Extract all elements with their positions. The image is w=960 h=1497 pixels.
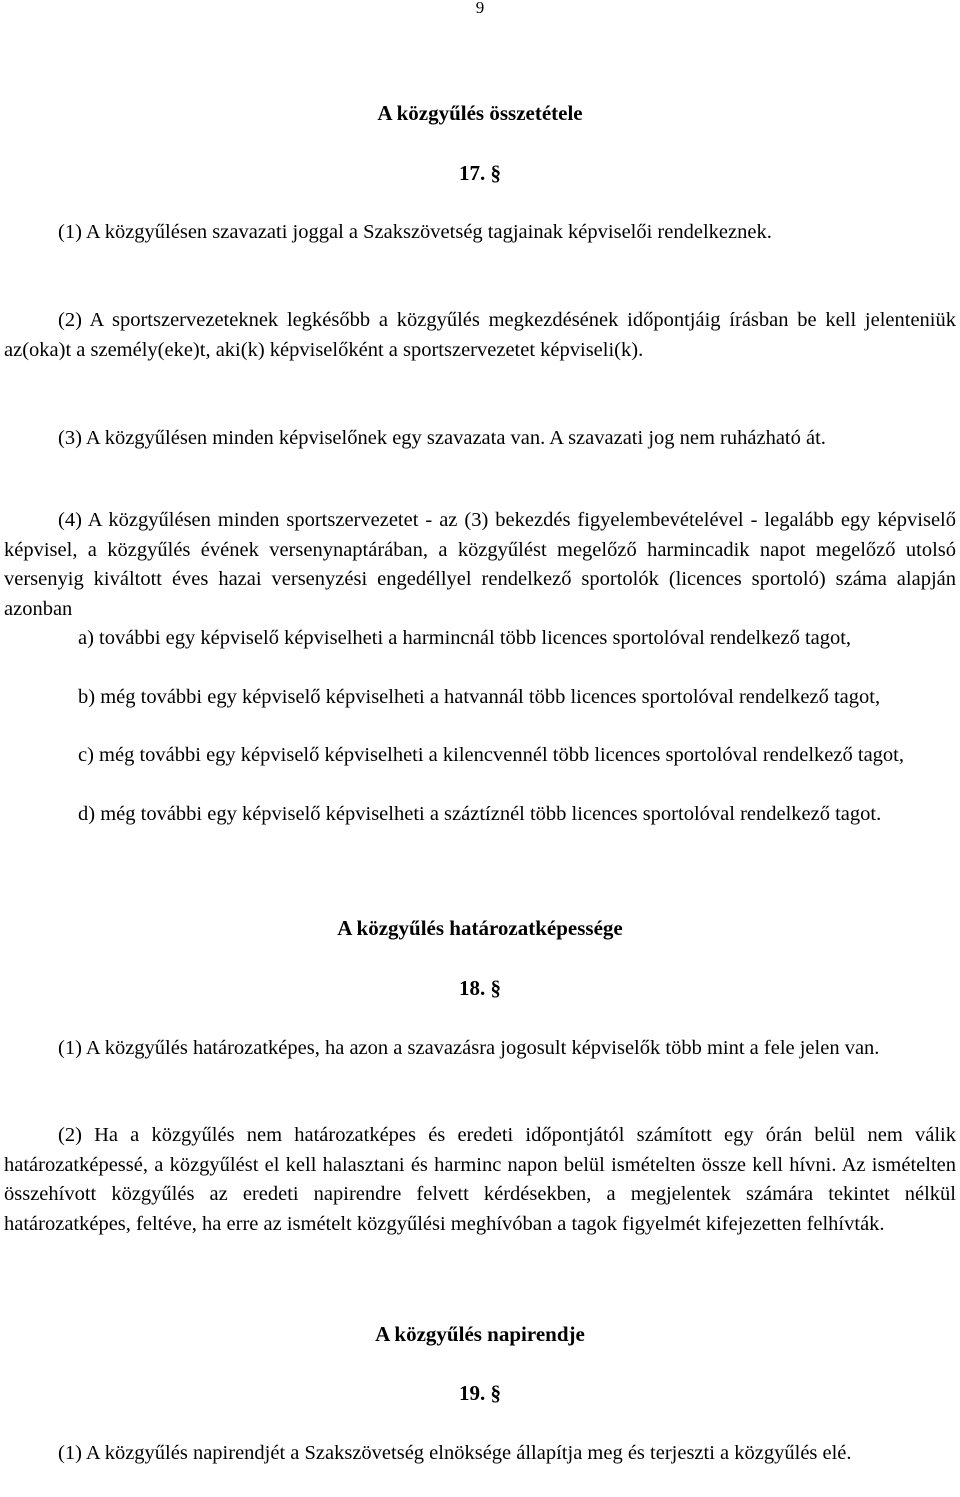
paragraph: (3) A közgyűlésen minden képviselőnek egy szavazata van. A szavazati jog nem ruházható át. [58, 427, 826, 449]
section-title: A közgyűlés napirendje [375, 1322, 585, 1346]
paragraph: (1) A közgyűlésen szavazati joggal a Szakszövetség tagjainak képviselői rendelkeznek. [58, 221, 772, 243]
section-title: A közgyűlés összetétele [377, 101, 583, 125]
section-number: 17. § [459, 161, 501, 185]
list-item: d) még további egy képviselő képviselheti a száztíznél több licences sportolóval rendelkező tagot. [78, 803, 882, 825]
list-item: a) további egy képviselő képviselheti a harmincnál több licences sportolóval rendelkező tagot, [78, 627, 852, 649]
list-item: b) még további egy képviselő képviselheti a hatvannál több licences sportolóval rendelkező tagot, [78, 686, 881, 708]
section-title: A közgyűlés határozatképessége [337, 916, 623, 940]
section-number: 19. § [459, 1381, 501, 1405]
paragraph: (2) Ha a közgyűlés nem határozatképes és eredeti időpontjától számított egy órán belül nem válik határozatképessé, a közgyűlést el kell halasztani és harminc napon belül ismételten össze kell hívni. Az ismételten összehívott közgyűlés az eredeti napirendre felvett kérdésekben, a megjelentek számára tekintet nélkül határozatképes, feltéve, ha erre az ismételt közgyűlési meghívóban a tagok figyelmét kifejezetten felhívták. [4, 1124, 956, 1235]
paragraph: (1) A közgyűlés határozatképes, ha azon a szavazásra jogosult képviselők több mint a fele jelen van. [58, 1037, 880, 1059]
section-number: 18. § [459, 976, 501, 1000]
paragraph: (2) A sportszervezeteknek legkésőbb a közgyűlés megkezdésének időpontjáig írásban be kell jelenteniük az(oka)t a személy(eke)t, aki(k) képviselőként a sportszervezetet képviseli(k). [4, 309, 956, 361]
paragraph: (4) A közgyűlésen minden sportszervezetet - az (3) bekezdés figyelembevételével - legalább egy képviselő képvisel, a közgyűlés évének versenynaptárában, a közgyűlést megelőző harmincadik napot megelőző utolsó versenyig kiváltott éves hazai versenyzési engedéllyel rendelkező sportolók (licences sportoló) száma alapján azonban [4, 509, 956, 620]
page-number: 9 [475, 0, 485, 17]
paragraph: (1) A közgyűlés napirendjét a Szakszövetség elnöksége állapítja meg és terjeszti a közgyűlés elé. [58, 1442, 852, 1464]
list-item: c) még további egy képviselő képviselheti a kilencvennél több licences sportolóval rendelkező tagot, [78, 744, 904, 766]
